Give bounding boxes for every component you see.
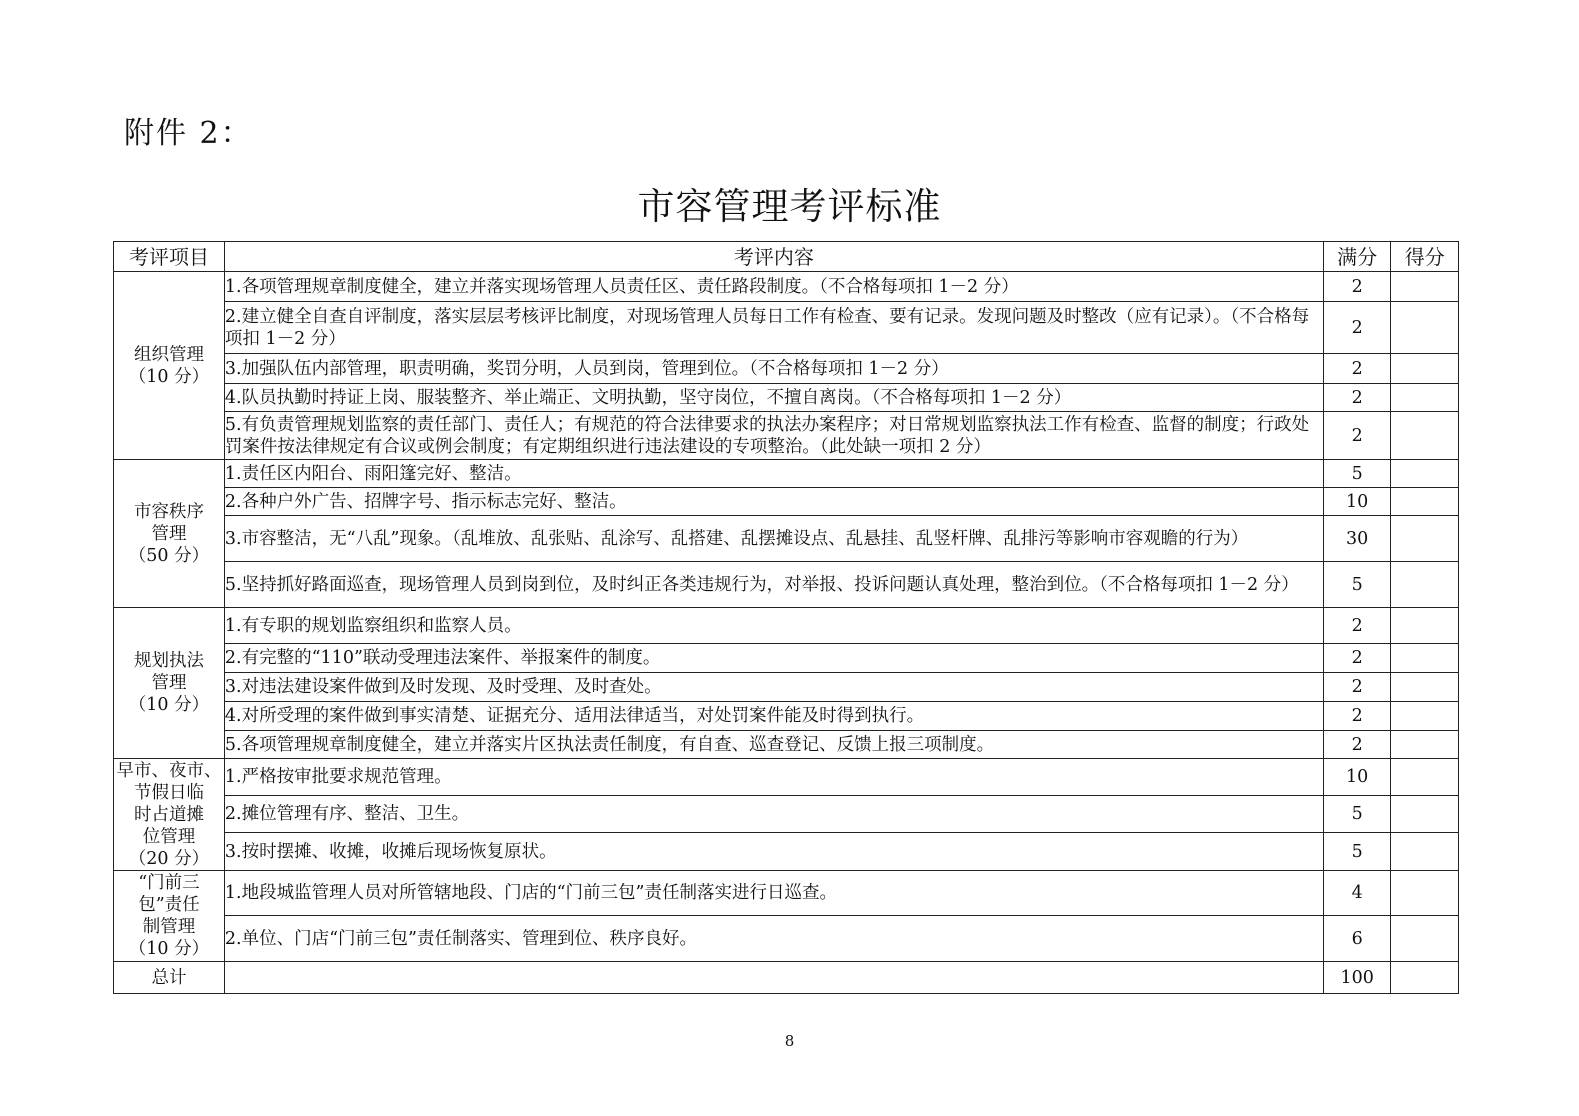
page-title: 市容管理考评标准 [637,185,942,228]
criteria-cell: 2.有完整的“110”联动受理违法案件、举报案件的制度。 [224,644,1323,673]
category-line: （50 分） [128,545,210,566]
full-score-cell: 5 [1323,562,1391,608]
score-input-cell[interactable] [1391,673,1459,702]
criteria-cell: 3.加强队伍内部管理，职责明确，奖罚分明，人员到岗，管理到位。（不合格每项扣 1－2 分） [224,354,1323,384]
table-row [114,833,1459,871]
category-line: 早市、夜市、 [116,760,222,781]
score-input-cell[interactable] [1391,302,1459,354]
total-row [114,962,1459,994]
criteria-cell: 3.对违法建设案件做到及时发现、及时受理、及时查处。 [224,673,1323,702]
column-header-content: 考评内容 [224,242,1323,272]
full-score-cell: 2 [1323,731,1391,759]
table-row [114,673,1459,702]
full-score-cell: 10 [1323,759,1391,796]
criteria-cell: 1.严格按审批要求规范管理。 [224,759,1323,796]
table-row [114,796,1459,833]
score-input-cell[interactable] [1391,731,1459,759]
score-input-cell[interactable] [1391,412,1459,460]
category-cell [114,871,225,962]
criteria-cell: 1.有专职的规划监察组织和监察人员。 [224,608,1323,644]
score-input-cell[interactable] [1391,516,1459,562]
criteria-cell: 2.各种户外广告、招牌字号、指示标志完好、整洁。 [224,488,1323,516]
criteria-cell: 4.队员执勤时持证上岗、服装整齐、举止端正、文明执勤，坚守岗位，不擅自离岗。（不合格每项扣 1－2 分） [224,384,1323,412]
full-score-cell: 4 [1323,871,1391,916]
table-row [114,516,1459,562]
full-score-cell: 30 [1323,516,1391,562]
table-row [114,562,1459,608]
category-line: （20 分） [128,848,210,869]
table-row [114,871,1459,916]
score-input-cell[interactable] [1391,644,1459,673]
criteria-cell: 2.摊位管理有序、整洁、卫生。 [224,796,1323,833]
table-row [114,759,1459,796]
criteria-cell: 5.坚持抓好路面巡查，现场管理人员到岗到位，及时纠正各类违规行为，对举报、投诉问题认真处理，整治到位。（不合格每项扣 1－2 分） [224,562,1323,608]
category-line: “门前三 [138,873,200,893]
full-score-cell: 2 [1323,673,1391,702]
score-input-cell[interactable] [1391,916,1459,962]
score-input-cell[interactable] [1391,833,1459,871]
full-score-cell: 2 [1323,302,1391,354]
criteria-cell: 3.市容整洁，无“八乱”现象。（乱堆放、乱张贴、乱涂写、乱搭建、乱摆摊设点、乱悬挂、乱竖杆牌、乱排污等影响市容观瞻的行为） [224,516,1323,562]
full-score-cell: 10 [1323,488,1391,516]
full-score-cell: 2 [1323,272,1391,302]
evaluation-table [113,241,1459,994]
category-line: （10 分） [128,939,210,959]
category-cell [114,272,225,460]
criteria-cell: 1.责任区内阳台、雨阳篷完好、整洁。 [224,460,1323,488]
full-score-cell: 2 [1323,702,1391,731]
category-line: 节假日临 [133,782,204,803]
header-row [114,242,1459,272]
table-row [114,460,1459,488]
score-input-cell[interactable] [1391,488,1459,516]
criteria-cell: 2.单位、门店“门前三包”责任制落实、管理到位、秩序良好。 [224,916,1323,962]
table-row [114,302,1459,354]
table-row [114,608,1459,644]
criteria-cell: 4.对所受理的案件做到事实清楚、证据充分、适用法律适当，对处罚案件能及时得到执行。 [224,702,1323,731]
full-score-cell: 2 [1323,644,1391,673]
category-line: 规划执法 [133,651,204,671]
category-line: 包”责任 [138,895,200,915]
column-header-item: 考评项目 [114,242,225,272]
table-row [114,488,1459,516]
full-score-cell: 2 [1323,608,1391,644]
category-line: （10 分） [128,366,210,387]
category-line: 制管理 [142,917,196,937]
attachment-label: 附件 2： [124,116,253,151]
score-input-cell[interactable] [1391,759,1459,796]
score-input-cell[interactable] [1391,384,1459,412]
total-score-input-cell[interactable] [1391,962,1459,994]
category-line: 组织管理 [133,344,204,365]
table-row [114,644,1459,673]
category-line: 位管理 [142,826,196,847]
score-input-cell[interactable] [1391,796,1459,833]
criteria-cell: 2.建立健全自查自评制度，落实层层考核评比制度，对现场管理人员每日工作有检查、要有记录。发现问题及时整改（应有记录）。（不合格每项扣 1－2 分） [224,302,1323,354]
full-score-cell: 6 [1323,916,1391,962]
full-score-cell: 2 [1323,354,1391,384]
full-score-cell: 5 [1323,833,1391,871]
total-full-score: 100 [1323,962,1391,994]
score-input-cell[interactable] [1391,871,1459,916]
category-line: 时占道摊 [133,804,204,825]
full-score-cell: 2 [1323,384,1391,412]
total-content-cell [224,962,1323,994]
full-score-cell: 5 [1323,796,1391,833]
criteria-cell: 1.地段城监管理人员对所管辖地段、门店的“门前三包”责任制落实进行日巡查。 [224,871,1323,916]
score-input-cell[interactable] [1391,354,1459,384]
table-row [114,272,1459,302]
category-line: （10 分） [128,695,210,715]
score-input-cell[interactable] [1391,608,1459,644]
category-cell [114,759,225,871]
table-row [114,412,1459,460]
full-score-cell: 5 [1323,460,1391,488]
score-input-cell[interactable] [1391,272,1459,302]
table-row [114,384,1459,412]
column-header-got: 得分 [1391,242,1459,272]
table-row [114,354,1459,384]
table-row [114,731,1459,759]
score-input-cell[interactable] [1391,702,1459,731]
full-score-cell: 2 [1323,412,1391,460]
criteria-cell: 5.各项管理规章制度健全，建立并落实片区执法责任制度，有自查、巡查登记、反馈上报三项制度。 [224,731,1323,759]
total-label: 总计 [114,962,225,994]
score-input-cell[interactable] [1391,460,1459,488]
criteria-cell: 1.各项管理规章制度健全，建立并落实现场管理人员责任区、责任路段制度。（不合格每项扣 1－2 分） [224,272,1323,302]
category-cell [114,608,225,759]
category-line: 市容秩序 [133,501,204,522]
table-row [114,702,1459,731]
category-line: 管理 [151,523,187,544]
column-header-full: 满分 [1323,242,1391,272]
category-line: 管理 [151,673,187,693]
criteria-cell: 3.按时摆摊、收摊，收摊后现场恢复原状。 [224,833,1323,871]
category-cell [114,460,225,608]
score-input-cell[interactable] [1391,562,1459,608]
table-row [114,916,1459,962]
criteria-cell: 5.有负责管理规划监察的责任部门、责任人；有规范的符合法律要求的执法办案程序；对日常规划监察执法工作有检查、监督的制度；行政处罚案件按法律规定有合议或例会制度；有定期组织进行违法建设的专项整治。（此处缺一项扣 2 分） [224,412,1323,460]
page-number: 8 [784,1032,795,1050]
